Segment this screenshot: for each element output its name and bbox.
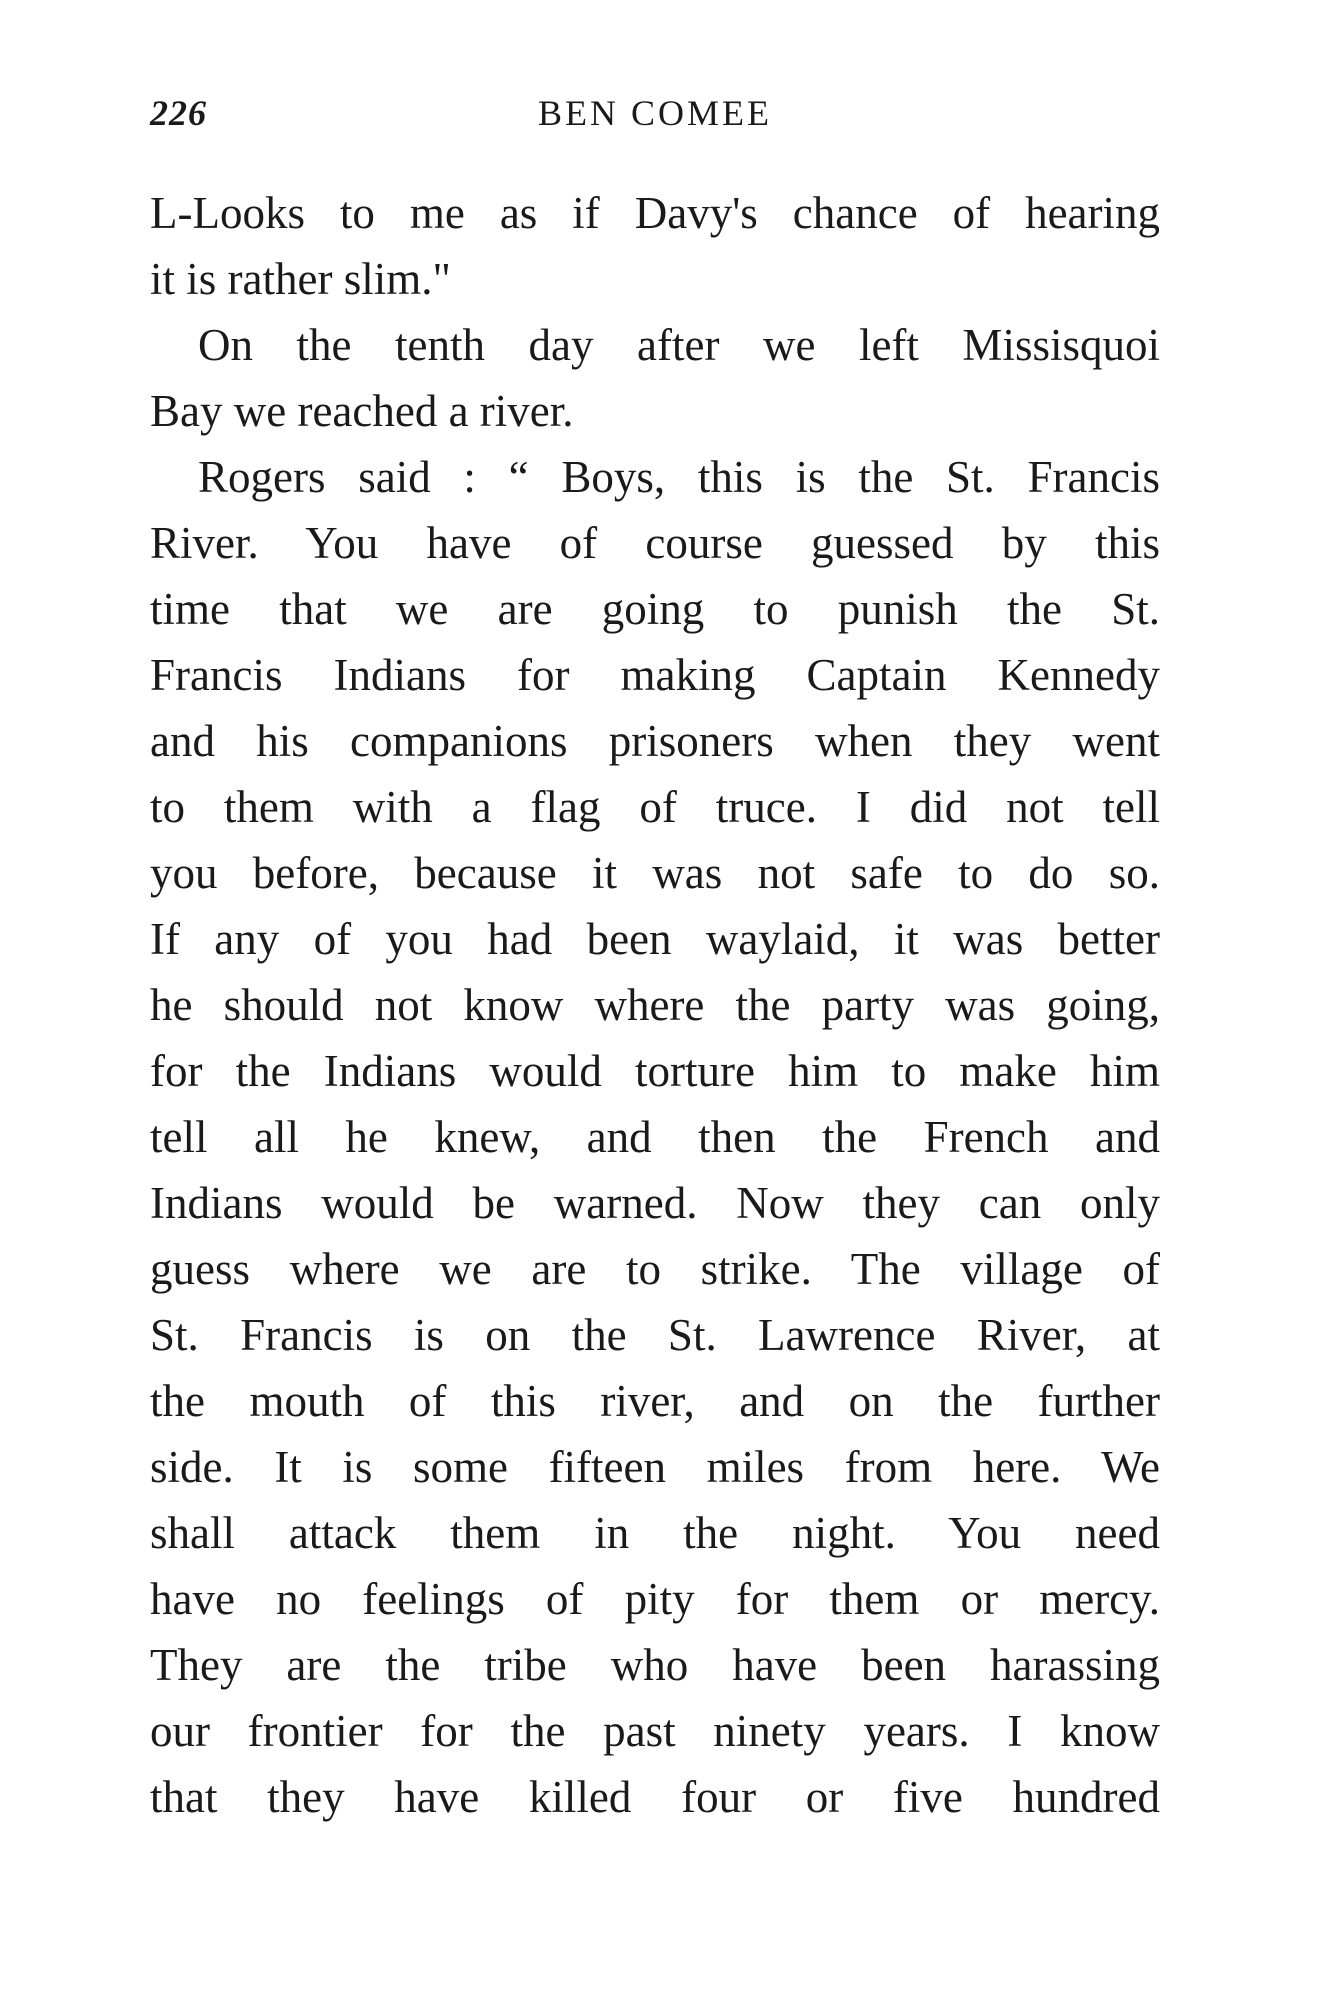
running-head: BEN COMEE bbox=[538, 93, 772, 133]
text-line: he should not know where the party was going, bbox=[150, 980, 1160, 1030]
text-line: side. It is some fifteen miles from here. We bbox=[150, 1442, 1160, 1492]
text-line: If any of you had been waylaid, it was better bbox=[150, 914, 1160, 964]
text-line: Francis Indians for making Captain Kennedy bbox=[150, 650, 1160, 700]
text-line: our frontier for the past ninety years. I know bbox=[150, 1706, 1160, 1756]
text-line: Indians would be warned. Now they can only bbox=[150, 1178, 1160, 1228]
text-line: and his companions prisoners when they went bbox=[150, 716, 1160, 766]
page-number: 226 bbox=[150, 93, 207, 133]
text-line: the mouth of this river, and on the further bbox=[150, 1376, 1160, 1426]
text-line: They are the tribe who have been harassing bbox=[150, 1640, 1160, 1690]
page-header bbox=[150, 92, 1160, 142]
text-line: you before, because it was not safe to do so. bbox=[150, 848, 1160, 898]
text-line: for the Indians would torture him to make him bbox=[150, 1046, 1160, 1096]
text-line: it is rather slim." bbox=[150, 254, 451, 304]
text-line: L-Looks to me as if Davy's chance of hearing bbox=[150, 188, 1160, 238]
text-line: shall attack them in the night. You need bbox=[150, 1508, 1160, 1558]
text-line: On the tenth day after we left Missisquoi bbox=[198, 320, 1160, 370]
text-line: time that we are going to punish the St. bbox=[150, 584, 1160, 634]
text-line: Rogers said : “ Boys, this is the St. Francis bbox=[198, 452, 1160, 502]
text-line: tell all he knew, and then the French and bbox=[150, 1112, 1160, 1162]
body-text bbox=[150, 180, 1160, 1830]
text-line: Bay we reached a river. bbox=[150, 386, 574, 436]
text-line: that they have killed four or five hundred bbox=[150, 1772, 1160, 1822]
text-line: St. Francis is on the St. Lawrence River, at bbox=[150, 1310, 1160, 1360]
text-line: to them with a flag of truce. I did not tell bbox=[150, 782, 1160, 832]
text-line: have no feelings of pity for them or mercy. bbox=[150, 1574, 1160, 1624]
text-line: guess where we are to strike. The village of bbox=[150, 1244, 1160, 1294]
text-line: River. You have of course guessed by this bbox=[150, 518, 1160, 568]
